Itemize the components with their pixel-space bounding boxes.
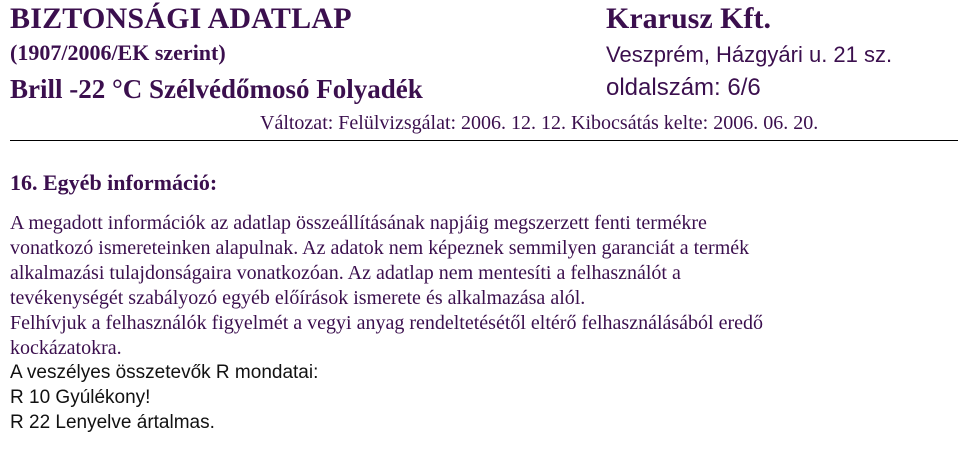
paragraph-line: A megadott információk az adatlap összeállításának napjáig megszerzett fenti termékre <box>10 212 707 234</box>
company-address: Veszprém, Házgyári u. 21 sz. <box>606 42 893 67</box>
product-name: Brill -22 °C Szélvédőmosó Folyadék <box>10 74 423 104</box>
page-number: oldalszám: 6/6 <box>606 74 761 101</box>
header-divider <box>10 140 958 141</box>
paragraph-line: alkalmazási tulajdonságaira vonatkozóan. Az adatlap nem mentesíti a felhasználót a <box>10 262 681 284</box>
paragraph-line: vonatkozó ismereteinken alapulnak. Az adatok nem képeznek semmilyen garanciát a termék <box>10 237 750 259</box>
section-title: 16. Egyéb információ: <box>10 170 218 195</box>
r-phrase: R 10 Gyúlékony! <box>10 387 151 408</box>
regulation-reference: (1907/2006/EK szerint) <box>10 40 226 65</box>
paragraph-line: kockázatokra. <box>10 337 122 359</box>
r-phrase: R 22 Lenyelve ártalmas. <box>10 412 215 433</box>
paragraph-line: tevékenységét szabályozó egyéb előírások ismerete és alkalmazása alól. <box>10 287 586 309</box>
document-title: BIZTONSÁGI ADATLAP <box>10 2 352 35</box>
paragraph-line: Felhívjuk a felhasználók figyelmét a vegyi anyag rendeltetésétől eltérő felhasználásából eredő <box>10 312 764 334</box>
company-name: Krarusz Kft. <box>606 2 771 35</box>
r-phrases-heading: A veszélyes összetevők R mondatai: <box>10 362 319 383</box>
version-info: Változat: Felülvizsgálat: 2006. 12. 12. Kibocsátás kelte: 2006. 06. 20. <box>260 112 819 134</box>
